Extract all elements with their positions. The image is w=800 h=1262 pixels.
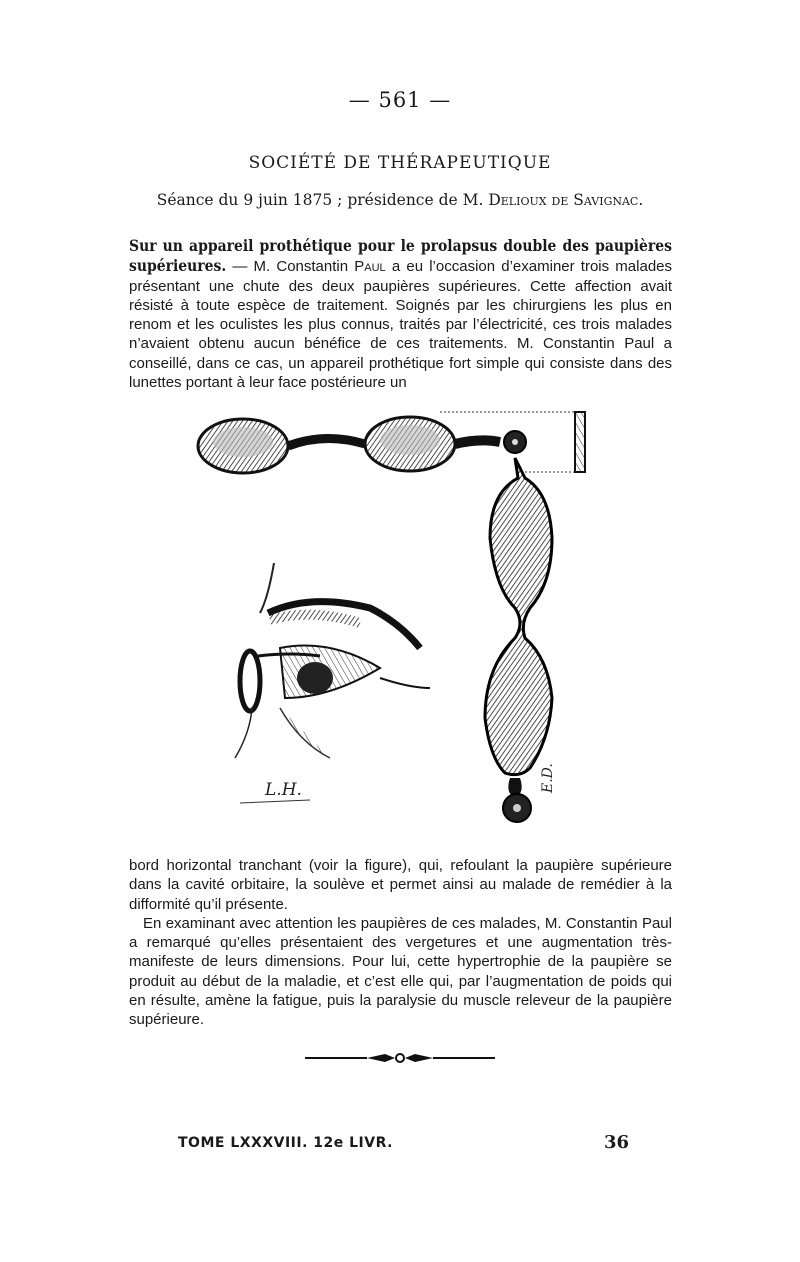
footer-signature-number: 36 (604, 1132, 630, 1153)
article-continuation (129, 856, 672, 1030)
section-header: SOCIÉTÉ DE THÉRAPEUTIQUE (248, 153, 552, 173)
spectacles-figure (180, 398, 620, 838)
spectacle-frame (198, 417, 526, 473)
paragraph-2: bord horizontal tranchant (voir la figure), qui, refoulant la paupière supérieure dans la cavité orbitaire, la soulève et permet ainsi au malade de remédier à la difformité qu’il présente. (129, 857, 672, 913)
page-number: — 561 — (348, 88, 452, 112)
ornament-divider (305, 1048, 495, 1068)
paragraph-3: En examinant avec attention les paupières de ces malades, M. Constantin Paul a remarqué qu’elles présentaient des vergetures et une augmentation très-manifeste de leurs dimensions. Pour lui, cette hypertrophie de la paupière se produit au début de la maladie, et c’est elle qui, par l’augmentation de poids qui en résulte, amène la fatigue, puis la paralysie du muscle releveur de la paupière supérieure. (129, 914, 672, 1029)
signature-right: E.D. (540, 763, 556, 793)
article-title: Sur un appareil prothétique pour le prolapsus double des paupières supérieures. (129, 236, 672, 276)
paragraph-1 (129, 236, 672, 392)
article-opening (129, 236, 672, 392)
session-prefix: Séance du 9 juin 1875 ; présidence de M. (156, 191, 489, 209)
signature-left: L.H. (265, 780, 302, 800)
para1-author: Paul (354, 258, 386, 276)
session-line (0, 191, 800, 209)
para1-text-b: a eu l’occasion d’examiner trois malades présentant une chute des deux paupières supérieures. Cette affection avait résisté à toute espèce de traitement. Soignés par les chirurgiens les plus en renom et les oculistes les plus connus, traités par l’électricité, ces trois malades n’avaient obtenu aucun bénéfice de ces traitements. M. Constantin Paul a conseillé, dans ce cas, un appareil prothétique fort simple qui consiste dans des lunettes portant à leur face postérieure un (129, 258, 672, 392)
footer-volume: TOME LXXXVIII. 12e LIVR. (178, 1135, 393, 1151)
session-president: Delioux de Savignac. (488, 191, 644, 209)
para1-text-a: — M. Constantin (226, 258, 355, 276)
